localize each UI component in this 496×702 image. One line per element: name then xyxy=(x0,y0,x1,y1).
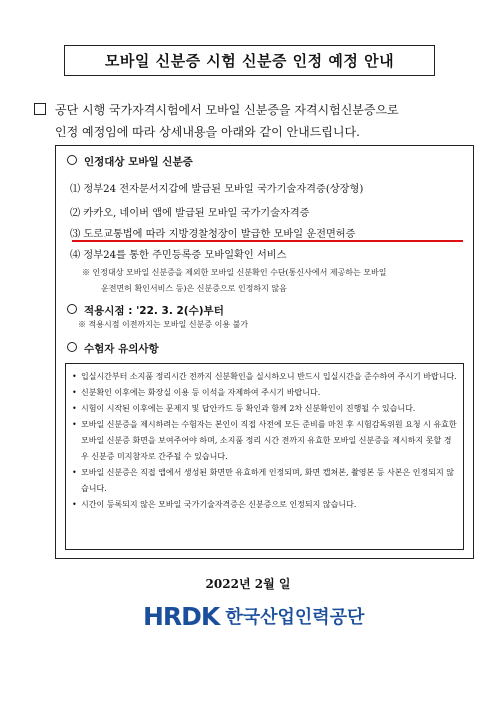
caution-item: • 시간이 등록되지 않은 모바일 국가기술자격증은 신분증으로 인정되지 않습니다. xyxy=(72,497,458,513)
intro-line-2: 인정 예정임에 따라 상세내용을 아래와 같이 안내드립니다. xyxy=(55,125,360,139)
caution-item: • 시험이 시작된 이후에는 문제지 및 답안카드 등 확인과 함께 2차 신분확인이 진행될 수 있습니다. xyxy=(72,401,458,417)
cautions-section-heading: 수험자 유의사항 xyxy=(67,341,159,356)
caution-item: • 모바일 신분증은 직접 앱에서 생성된 화면만 유효하게 인정되며, 화면 캡쳐본, 촬영본 등 사본은 인정되지 않습니다. xyxy=(72,465,458,497)
intro-line-1: 공단 시행 국가자격시험에서 모바일 신분증을 자격시험신분증으로 xyxy=(55,103,399,117)
circle-bullet-icon xyxy=(67,342,77,352)
page-title: 모바일 신분증 시험 신분증 인정 예정 안내 xyxy=(64,45,435,76)
cautions-box xyxy=(65,363,464,550)
target-item-4: ⑷ 정부24를 통한 주민등록증 모바일확인 서비스 xyxy=(70,250,287,261)
intro-paragraph xyxy=(34,99,474,143)
date-line: 2022년 2월 일 xyxy=(205,577,291,591)
highlight-underline xyxy=(72,240,463,242)
checkbox-square-icon xyxy=(34,103,46,115)
caution-item: • 모바일 신분증을 제시하려는 수험자는 본인이 직접 사전에 모든 준비를 마친 후 시험감독위원 요청 시 유효한 모바일 신분증 화면을 보여주어야 하며, 소지품 정리 시간 전까지 유효한 모바일 신분증을 제시하지 못할 경우 신분증 미지참자로 간주될 수 있습니다. xyxy=(72,417,458,465)
details-box xyxy=(55,145,474,559)
target-item-3: ⑶ 도로교통법에 따라 지방경찰청장이 발급한 모바일 운전면허증 xyxy=(70,229,356,240)
hrdk-logo-mark: HRDK xyxy=(143,601,220,631)
caution-item: • 입실시간부터 소지품 정리시간 전까지 신분확인을 실시하오니 반드시 입실시간을 준수하여 주시기 바랍니다. xyxy=(72,369,458,385)
circle-bullet-icon xyxy=(67,155,77,165)
target-item-2: ⑵ 카카오, 네이버 앱에 발급된 모바일 국가기술자격증 xyxy=(70,208,310,219)
date-note: ※ 적용시점 이전까지는 모바일 신분증 이용 불가 xyxy=(78,320,249,329)
hrdk-logo xyxy=(143,600,364,632)
target-note-line-2: 운전면허 확인서비스 등)은 신분증으로 인정하지 않음 xyxy=(101,284,287,293)
target-item-1: ⑴ 정부24 전자문서지갑에 발급된 모바일 국가기술자격증(상장형) xyxy=(70,184,364,195)
target-section-heading: 인정대상 모바일 신분증 xyxy=(67,154,193,169)
date-section-heading: 적용시점 : '22. 3. 2(수)부터 xyxy=(67,303,224,318)
cautions-list xyxy=(72,369,458,513)
target-note-line-1: ※ 인정대상 모바일 신분증을 제외한 모바일 신분확인 수단(통신사에서 제공하는 모바일 xyxy=(82,268,387,277)
organization-name: 한국산업인력공단 xyxy=(225,607,365,628)
circle-bullet-icon xyxy=(67,304,77,314)
caution-item: • 신분확인 이후에는 화장실 이용 등 이석을 자제하여 주시기 바랍니다. xyxy=(72,385,458,401)
